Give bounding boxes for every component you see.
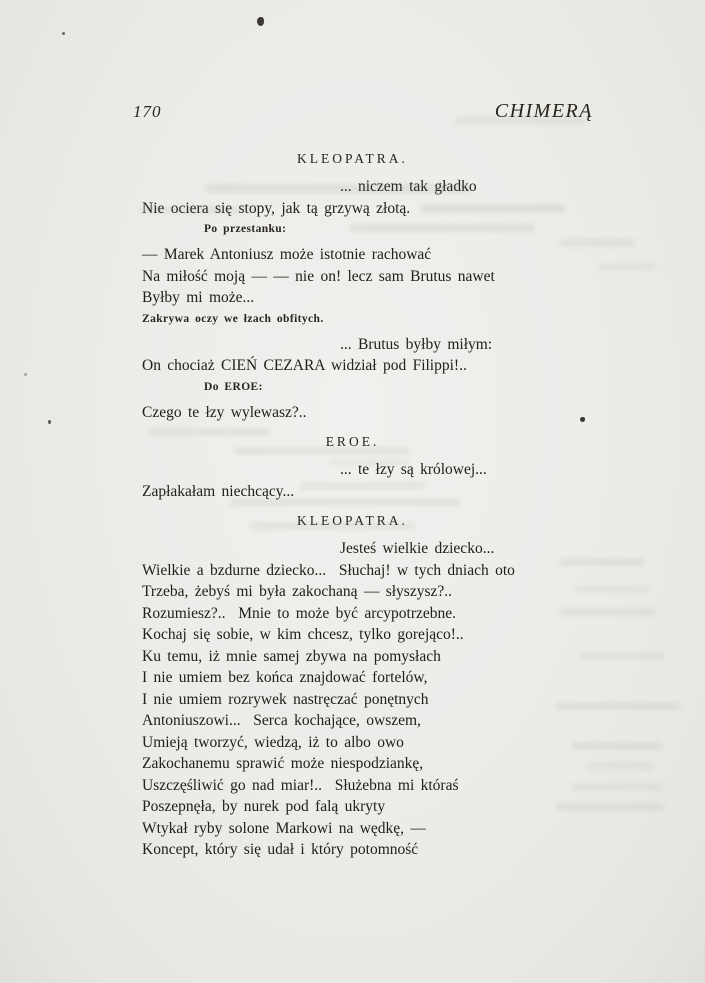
verse-line: Koncept, który się udał i który potomność bbox=[142, 841, 419, 858]
stage-direction: Do EROE: bbox=[204, 380, 263, 393]
verse-line: I nie umiem rozrywek nastręczać ponętnych bbox=[142, 690, 429, 708]
verse-line: Czego te łzy wylewasz?.. bbox=[142, 403, 307, 421]
verse-line: Zapłakałam niechcący... bbox=[142, 482, 295, 500]
verse-line: — Marek Antoniusz może istotnie rachować bbox=[142, 246, 432, 263]
verse-continuation-line: ... te łzy są królowej... bbox=[340, 461, 487, 478]
verse-line: Antoniuszowi... Serca kochające, owszem, bbox=[142, 712, 421, 729]
verse-line: Uszczęśliwić go nad miar!.. Służebna mi któraś bbox=[142, 776, 459, 794]
journal-title: CHIMERĄ bbox=[494, 100, 593, 122]
verse-continuation-line: ... niczem tak gładko bbox=[340, 178, 477, 195]
speaker-heading: EROE. bbox=[325, 434, 380, 449]
verse-line: Wtykał ryby solone Markowi na wędkę, — bbox=[142, 819, 426, 837]
stage-direction: Zakrywa oczy we łzach obfitych. bbox=[142, 312, 324, 325]
speaker-heading: KLEOPATRA. bbox=[297, 151, 408, 166]
ink-speck bbox=[62, 32, 65, 35]
ink-speck bbox=[24, 373, 27, 376]
verse-line: Zakochanemu sprawić może niespodziankę, bbox=[142, 755, 424, 772]
verse-continuation-line: Jesteś wielkie dziecko... bbox=[340, 540, 495, 557]
text-column bbox=[142, 140, 587, 861]
verse-line: Kochaj się sobie, w kim chcesz, tylko gorejąco!.. bbox=[142, 626, 464, 643]
verse-line: On chociaż CIEŃ CEZARA widział pod Filippi!.. bbox=[142, 357, 467, 374]
running-header bbox=[133, 100, 593, 123]
ink-speck bbox=[257, 17, 264, 26]
page-number: 170 bbox=[133, 102, 162, 121]
ink-speck bbox=[48, 420, 51, 424]
verse-line: Wielkie a bzdurne dziecko... Słuchaj! w tych dniach oto bbox=[142, 561, 515, 579]
verse-line: I nie umiem bez końca znajdować fortelów, bbox=[142, 669, 428, 686]
verse-line: Na miłość moją — — nie on! lecz sam Brutus nawet bbox=[142, 267, 495, 285]
verse-line: Umieją tworzyć, wiedzą, iż to albo owo bbox=[142, 733, 404, 751]
verse-line: Byłby mi może... bbox=[142, 289, 255, 306]
verse-line: Ku temu, iż mnie samej zbywa na pomysłach bbox=[142, 647, 441, 665]
verse-line: Trzeba, żebyś mi była zakochaną — słyszysz?.. bbox=[142, 583, 453, 600]
speaker-heading: KLEOPATRA. bbox=[297, 513, 408, 528]
verse-continuation-line: ... Brutus byłby miłym: bbox=[340, 335, 493, 353]
stage-direction: Po przestanku: bbox=[204, 223, 287, 235]
verse-line: Rozumiesz?.. Mnie to może być arcypotrzebne. bbox=[142, 604, 457, 622]
verse-line: Nie ociera się stopy, jak tą grzywą złotą. bbox=[142, 199, 411, 217]
verse-line: Poszepnęła, by nurek pod falą ukryty bbox=[142, 798, 386, 815]
